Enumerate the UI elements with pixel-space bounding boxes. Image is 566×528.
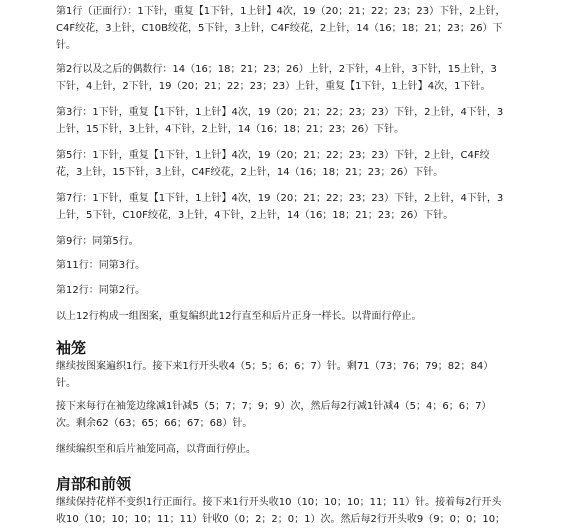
row-7-instruction: 第7行：1下针，重复【1下针，1上针】4次，19（20；21；22；23；23）下针，2上针，4下针，3上针，5下针，C10F绞花，3上针，4下针，2上针，14（16；18；21；23；26）下针。 xyxy=(56,193,504,221)
row-11-instruction: 第11行：同第3行。 xyxy=(56,260,146,271)
row-1-instruction: 第1行（正面行）：1下针，重复【1下针，1上针】4次，19（20；21；22；23；23）下针，2上针，C4F绞花，3上针，C10B绞花，5下针，3上针，C4F绞花，2上针，14（16；18；21；23；26）下针。 xyxy=(56,6,506,51)
armhole-paragraph-1: 继续按图案遍织1行。接下来1行开头收4（5；5；6；6；7）针。剩71（73；76；79；82；84）针。 xyxy=(56,361,494,389)
section-heading-armhole: 袖笼 xyxy=(56,339,87,357)
section-heading-shoulder-neck: 肩部和前领 xyxy=(56,475,132,493)
row-9-instruction: 第9行：同第5行。 xyxy=(56,236,139,247)
pattern-repeat-note: 以上12行构成一组图案，重复编织此12行直至和后片正身一样长。以背面行停止。 xyxy=(56,311,422,322)
row-5-instruction: 第5行：1下针，重复【1下针，1上针】4次，19（20；21；22；23；23）下针，2上针，C4F绞花，3上针，15下针，3上针，C4F绞花，2上针，14（16；18；21；23；26）下针。 xyxy=(56,150,490,178)
row-12-instruction: 第12行：同第2行。 xyxy=(56,285,146,296)
row-2-instruction: 第2行以及之后的偶数行：14（16；18；21；23；26）上针，2下针，4上针，3下针，15上针，3下针，4上针，2下针，19（20；21；22；23；23）上针，重复【1下针，1上针】4次，1下针。 xyxy=(56,64,497,92)
armhole-paragraph-2: 接下来每行在袖笼边缘减1针减5（5；7；7；9；9）次，然后每2行减1针减4（5；4；6；6；7）次。剩余62（63；65；66；67；68）针。 xyxy=(56,401,492,429)
row-3-instruction: 第3行：1下针，重复【1下针，1上针】4次，19（20；21；22；23；23）下针，2上针，4下针，3上针，15下针，3上针，4下针，2上针，14（16；18；21；23；26）下针。 xyxy=(56,107,504,135)
document-page xyxy=(56,0,506,525)
armhole-paragraph-3: 继续编织至和后片袖笼同高，以背面行停止。 xyxy=(56,444,256,455)
shoulder-neck-paragraph-1: 继续保持花样不变织1行正面行。接下来1行开头收10（10；10；10；11；11）针。接着每2行开头收10（10；10；10；11；11）针收0（0；2；2；0；1）次。然后每2行开头收9（9；0；0；10； xyxy=(56,497,506,525)
